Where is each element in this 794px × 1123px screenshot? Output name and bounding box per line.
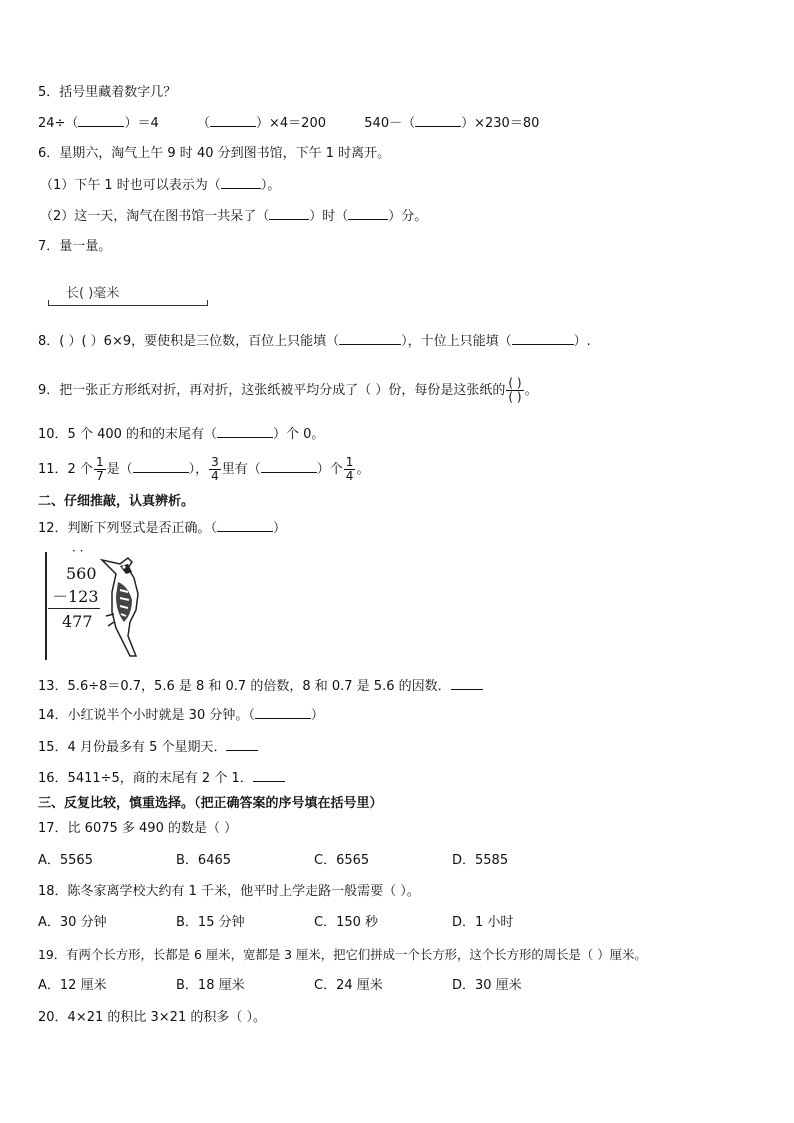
blank[interactable]	[348, 207, 388, 220]
blank[interactable]	[78, 114, 124, 127]
q10: 10．5 个 400 的和的末尾有（ ）个 0。	[38, 427, 325, 442]
measure-line	[48, 280, 208, 306]
blank[interactable]	[253, 769, 285, 782]
q5-eq-c: 540－（ ）×230＝80	[364, 116, 540, 131]
q5-title: 5．括号里藏着数字几？	[38, 85, 177, 100]
vertical-subtraction	[42, 544, 142, 662]
ruler-segment	[48, 305, 208, 306]
fraction: $\frac{1}{7}$	[95, 455, 104, 483]
difference: 477	[62, 612, 93, 631]
ruler-tick	[207, 300, 208, 306]
q6-title: 6．星期六，淘气上午 9 时 40 分到图书馆，下午 1 时离开。	[38, 146, 391, 161]
blank[interactable]	[339, 332, 401, 345]
q7-title: 7．量一量。	[38, 239, 112, 254]
woodpecker-icon	[98, 552, 144, 660]
q19-title: 19．有两个长方形，长都是 6 厘米，宽都是 3 厘米，把它们拼成一个长方形，这个长方形的周长是（ ）厘米。	[38, 947, 647, 962]
blank[interactable]	[269, 207, 309, 220]
blank[interactable]	[217, 425, 273, 438]
q18-option-b[interactable]: B．15 分钟	[176, 915, 245, 930]
vertical-bar	[45, 552, 47, 660]
q6-part1: （1）下午 1 时也可以表示为（ ）。	[40, 178, 281, 193]
q13: 13．5.6÷8＝0.7，5.6 是 8 和 0.7 的倍数，8 和 0.7 是 5.6 的因数．	[38, 677, 483, 696]
q19-option-c[interactable]: C．24 厘米	[314, 978, 383, 993]
q11: 11．2 个 $\frac{1}{7}$ 是（ ）， $\frac{3}{4}$ 里有（ ）个 $\frac{1}{4}$ 。	[38, 455, 370, 483]
q17-title: 17．比 6075 多 490 的数是（ ）	[38, 821, 238, 836]
subtrahend: －123	[52, 587, 99, 606]
q5-eq-b: （ ）×4＝200	[197, 116, 326, 131]
blank[interactable]	[221, 176, 261, 189]
minuend: 560	[66, 564, 97, 583]
fraction: $\frac{( )}{( )}$	[508, 376, 522, 404]
q9: 9．把一张正方形纸对折，再对折，这张纸被平均分成了（ ）份，每份是这张纸的 $\frac{( )}{( )}$ 。	[38, 376, 538, 404]
q17-option-d[interactable]: D．5585	[452, 853, 509, 868]
q5-eq-a: 24÷（ ）＝4	[38, 116, 159, 131]
blank[interactable]	[415, 114, 461, 127]
section-2-heading: 二、仔细推敲，认真辨析。	[38, 494, 195, 509]
q5-equations	[38, 114, 539, 133]
q12: 12．判断下列竖式是否正确。（ ）	[38, 521, 287, 536]
q18-option-d[interactable]: D．1 小时	[452, 915, 514, 930]
q15: 15．4 月份最多有 5 个星期天．	[38, 738, 258, 757]
blank[interactable]	[261, 460, 317, 473]
q17-option-b[interactable]: B．6465	[176, 853, 232, 868]
q17-option-c[interactable]: C．6565	[314, 853, 370, 868]
q19-option-a[interactable]: A．12 厘米	[38, 978, 107, 993]
q18-title: 18．陈冬家离学校大约有 1 千米，他平时上学走路一般需要（ ）。	[38, 884, 420, 899]
blank[interactable]	[210, 114, 256, 127]
q20-title: 20．4×21 的积比 3×21 的积多（ ）。	[38, 1010, 266, 1025]
fraction: $\frac{3}{4}$	[211, 455, 219, 483]
fraction: $\frac{1}{4}$	[345, 455, 354, 483]
q6-part2: （2）这一天，淘气在图书馆一共呆了（ ）时（ ）分。	[40, 209, 428, 224]
blank[interactable]	[512, 332, 574, 345]
q18-option-c[interactable]: C．150 秒	[314, 915, 379, 930]
q8: 8．( ）( ）6×9，要使积是三位数，百位上只能填（ ），十位上只能填（ ）.	[38, 334, 591, 349]
q19-option-b[interactable]: B．18 厘米	[176, 978, 245, 993]
q18-option-a[interactable]: A．30 分钟	[38, 915, 107, 930]
blank[interactable]	[133, 460, 189, 473]
blank[interactable]	[226, 738, 258, 751]
blank[interactable]	[451, 677, 483, 690]
ruler-label: 长( )毫米	[66, 286, 120, 301]
q16: 16．5411÷5，商的末尾有 2 个 1．	[38, 769, 285, 788]
sum-line	[48, 608, 100, 609]
blank[interactable]	[255, 706, 311, 719]
q14: 14．小红说半个小时就是 30 分钟。（ ）	[38, 708, 324, 723]
q19-option-d[interactable]: D．30 厘米	[452, 978, 522, 993]
section-3-heading: 三、反复比较，慎重选择。（把正确答案的序号填在括号里）	[38, 796, 383, 811]
borrow-dots: · ·	[72, 544, 84, 558]
ruler-tick	[48, 300, 49, 306]
blank[interactable]	[217, 519, 273, 532]
q17-option-a[interactable]: A．5565	[38, 853, 93, 868]
